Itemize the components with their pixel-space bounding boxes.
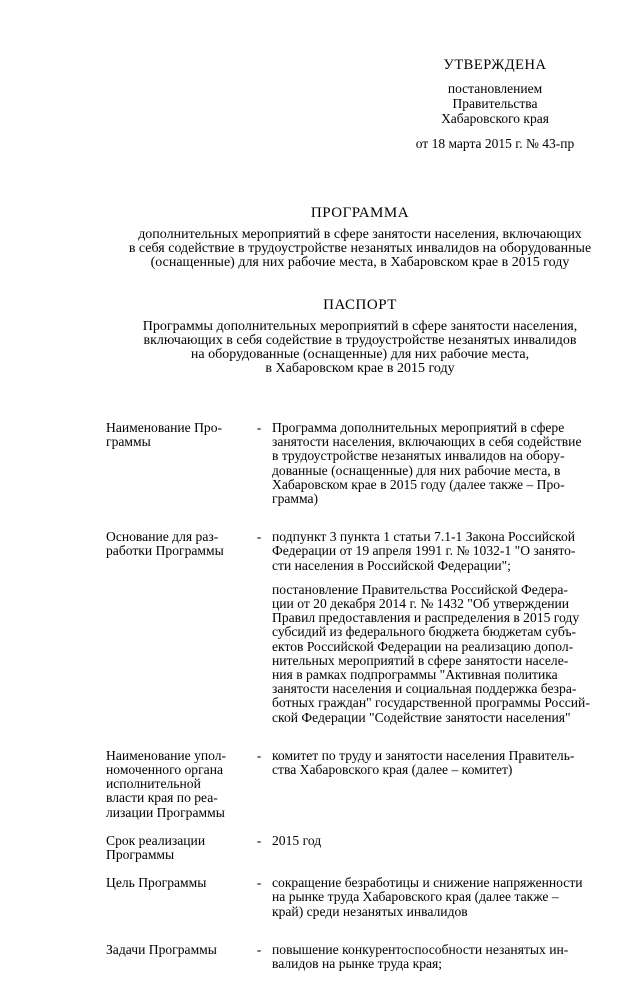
passport-heading: ПАСПОРТ [323, 297, 397, 313]
row-label [106, 749, 246, 820]
row-dash: - [256, 941, 262, 957]
row-value [272, 749, 614, 820]
row-paragraph [272, 421, 614, 506]
row-value-line: 2015 год [272, 832, 322, 848]
program-line: в себя содействие в трудоустройстве незанятых инвалидов на оборудованные [128, 241, 592, 256]
row-value-line: ской Федерации "Содействие занятости населения" [272, 709, 571, 725]
row-label-line: власти края по реа- [106, 790, 218, 806]
row-value-line: постановление Правительства Российской Федера- [272, 581, 568, 597]
row-value-line: Программа дополнительных мероприятий в сфере [272, 420, 565, 435]
row-paragraph [272, 834, 614, 848]
row-value-line: на рынке труда Хабаровского края (далее также – [272, 889, 559, 905]
row-value-line: занятости населения, включающих в себя содействие [272, 434, 582, 450]
row-label-line: Наименование Про- [106, 420, 223, 435]
row-label [106, 834, 246, 862]
row-paragraph [272, 876, 614, 919]
row-value-line: Хабаровском крае в 2015 году (далее также – Про- [272, 476, 565, 492]
approval-date: от 18 марта 2015 г. № 43-пр [415, 136, 575, 151]
row-label-line: граммы [106, 434, 151, 450]
program-heading: ПРОГРАММА [310, 205, 410, 221]
passport-row [106, 834, 614, 862]
row-dash: - [256, 420, 262, 435]
program-line: (оснащенные) для них рабочие места, в Хабаровском крае в 2015 году [150, 255, 570, 270]
row-label-line: Программы [106, 847, 175, 863]
row-dash: - [256, 832, 262, 848]
passport-line: на оборудованные (оснащенные) для них рабочие места, [190, 347, 530, 362]
row-value-line: нительных мероприятий в сфере занятости населе- [272, 652, 569, 668]
row-label [106, 943, 246, 981]
row-value [272, 421, 614, 516]
passport-row [106, 943, 614, 981]
row-value-line: грамма) [272, 491, 319, 507]
program-line: дополнительных мероприятий в сфере занятости населения, включающих [138, 227, 582, 242]
row-value-line: ства Хабаровского края (далее – комитет) [272, 762, 513, 778]
row-label-line: исполнительной [106, 776, 201, 792]
row-label-line: Задачи Программы [106, 941, 217, 957]
row-paragraph [272, 583, 614, 725]
row-value-line: занятости населения и социальная поддержка безра- [272, 681, 577, 697]
row-label-line: Срок реализации [106, 832, 206, 848]
approval-line: Хабаровского края [441, 111, 549, 126]
passport-table [106, 421, 614, 995]
row-value [272, 876, 614, 929]
passport-row [106, 876, 614, 929]
row-dash: - [256, 875, 262, 891]
row-label-line: лизации Программы [106, 804, 225, 820]
row-value-line: ции от 20 декабря 2014 г. № 1432 "Об утверждении [272, 596, 570, 612]
row-paragraph [272, 943, 614, 971]
row-paragraph [272, 749, 614, 777]
approval-line: постановлением [447, 81, 543, 96]
row-label [106, 876, 246, 929]
row-value-line: ботных граждан" государственной программы Россий- [272, 695, 590, 711]
approval-line: Правительства [452, 96, 538, 111]
row-value [272, 530, 614, 735]
row-label-line: Наименование упол- [106, 747, 227, 763]
row-value-line: ния в рамках подпрограммы "Активная политика [272, 667, 558, 683]
row-value-line: дованные (оснащенные) для них рабочие места, в [272, 462, 561, 478]
row-paragraph [272, 530, 614, 573]
row-value-line: сти населения в Российской Федерации"; [272, 557, 511, 573]
row-value-line: комитет по труду и занятости населения Правитель- [272, 747, 575, 763]
row-label-line: Цель Программы [106, 875, 207, 891]
row-value [272, 834, 614, 862]
passport-row [106, 530, 614, 735]
row-label-line: Основание для раз- [106, 529, 219, 545]
row-value-line: валидов на рынке труда края; [272, 956, 443, 972]
approval-stamp [400, 58, 590, 151]
program-title [60, 205, 640, 270]
row-value-line: ектов Российской Федерации на реализацию допол- [272, 638, 574, 654]
passport-row [106, 749, 614, 820]
row-value-line: сокращение безработицы и снижение напряженности [272, 875, 583, 891]
row-label-line: работки Программы [106, 543, 224, 559]
row-value-line: подпункт 3 пункта 1 статьи 7.1-1 Закона Российской [272, 529, 576, 545]
passport-line: включающих в себя содействие в трудоустройстве незанятых инвалидов [143, 333, 577, 348]
passport-line: в Хабаровском крае в 2015 году [265, 361, 455, 376]
row-dash: - [256, 747, 262, 763]
approval-heading: УТВЕРЖДЕНА [443, 57, 547, 73]
row-label [106, 530, 246, 735]
row-value-line: Правил предоставления и распределения в 2015 году [272, 610, 580, 626]
row-value-line: Федерации от 19 апреля 1991 г. № 1032-1 "О занято- [272, 543, 576, 559]
row-label [106, 421, 246, 516]
passport-title [60, 297, 640, 376]
row-value-line: повышение конкурентоспособности незанятых ин- [272, 941, 569, 957]
row-value-line: в трудоустройстве незанятых инвалидов на обору- [272, 448, 565, 464]
row-value-line: субсидий из федерального бюджета бюджетам субъ- [272, 624, 577, 640]
row-dash: - [256, 529, 262, 545]
passport-line: Программы дополнительных мероприятий в сфере занятости населения, [142, 319, 578, 334]
row-value-line: край) среди незанятых инвалидов [272, 903, 468, 919]
passport-row [106, 421, 614, 516]
row-value [272, 943, 614, 981]
row-label-line: номоченного органа [106, 762, 224, 778]
